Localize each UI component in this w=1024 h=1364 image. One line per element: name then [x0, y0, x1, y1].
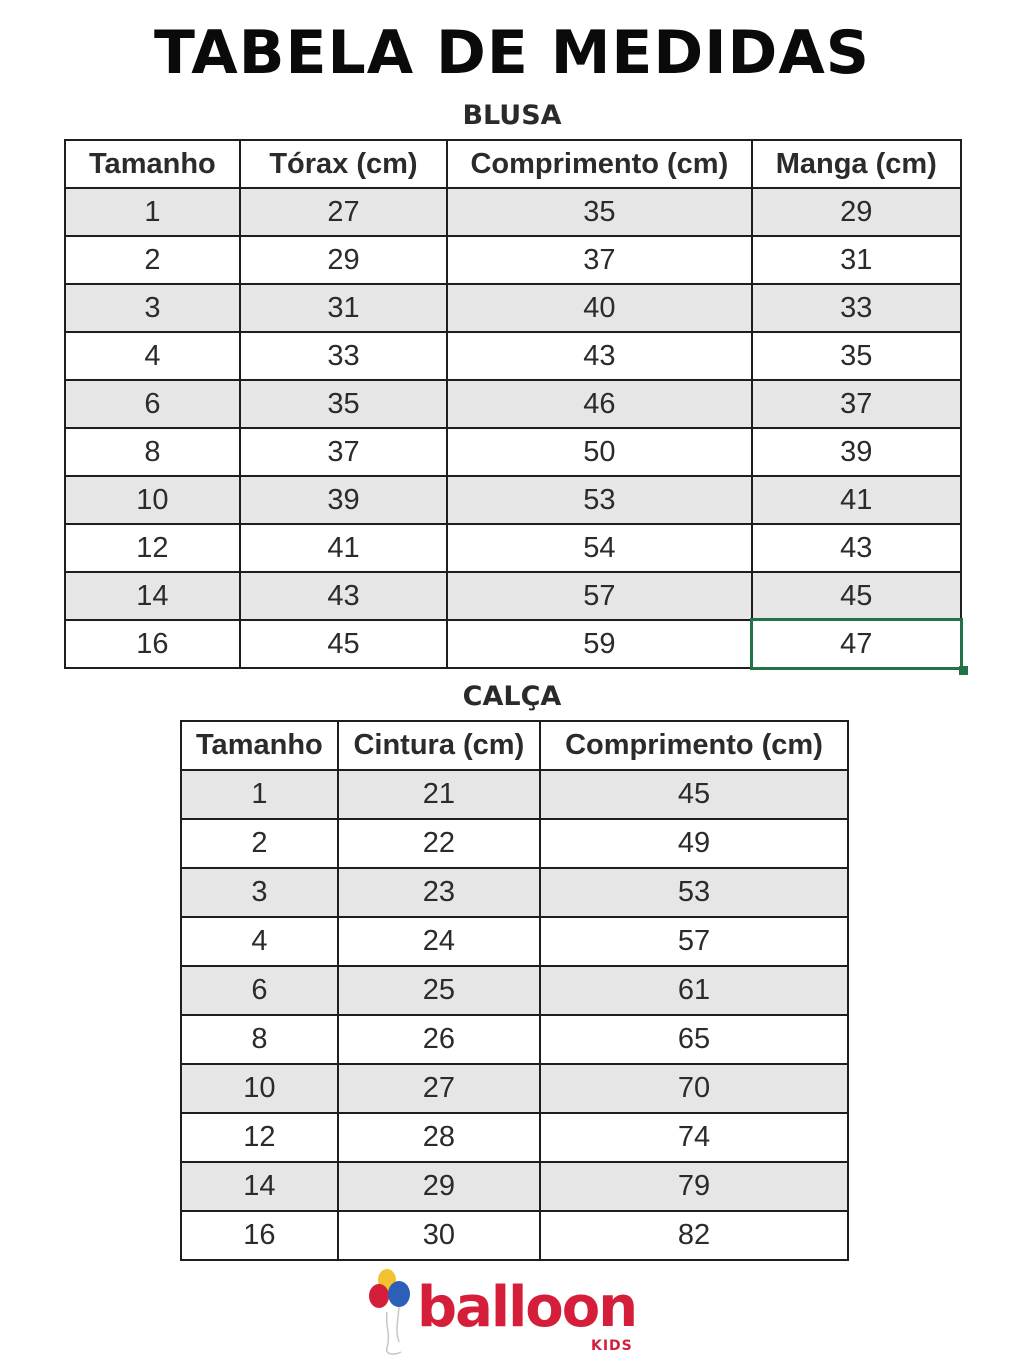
table-row — [65, 620, 961, 668]
table-header-row — [181, 721, 848, 770]
cell-torax[interactable]: 29 — [240, 236, 447, 284]
cell-torax[interactable]: 41 — [240, 524, 447, 572]
cell-comprimento[interactable]: 40 — [447, 284, 751, 332]
cell-comprimento[interactable]: 50 — [447, 428, 751, 476]
table-row — [65, 524, 961, 572]
cell-torax[interactable]: 39 — [240, 476, 447, 524]
table-row — [181, 966, 848, 1015]
logo-wordmark: balloon — [417, 1275, 637, 1340]
table-row — [65, 236, 961, 284]
table-row — [65, 476, 961, 524]
cell-comprimento[interactable]: 57 — [447, 572, 751, 620]
table-row — [65, 188, 961, 236]
cell-cintura[interactable]: 28 — [338, 1113, 540, 1162]
cell-comprimento[interactable]: 43 — [447, 332, 751, 380]
cell-cintura[interactable]: 25 — [338, 966, 540, 1015]
header-manga[interactable]: Manga (cm) — [752, 140, 961, 188]
header-torax[interactable]: Tórax (cm) — [240, 140, 447, 188]
page-title: TABELA DE MEDIDAS — [154, 18, 870, 88]
cell-tamanho[interactable]: 3 — [65, 284, 240, 332]
cell-cintura[interactable]: 22 — [338, 819, 540, 868]
cell-tamanho[interactable]: 2 — [65, 236, 240, 284]
cell-manga[interactable]: 37 — [752, 380, 961, 428]
blusa-size-table — [64, 139, 962, 669]
cell-torax[interactable]: 27 — [240, 188, 447, 236]
cell-cintura[interactable]: 21 — [338, 770, 540, 819]
table-row — [181, 1015, 848, 1064]
cell-manga[interactable]: 31 — [752, 236, 961, 284]
table-header-row — [65, 140, 961, 188]
cell-tamanho[interactable]: 4 — [181, 917, 338, 966]
cell-cintura[interactable]: 27 — [338, 1064, 540, 1113]
table-row — [65, 572, 961, 620]
cell-cintura[interactable]: 23 — [338, 868, 540, 917]
cell-comprimento[interactable]: 65 — [540, 1015, 848, 1064]
cell-tamanho[interactable]: 1 — [65, 188, 240, 236]
cell-manga[interactable]: 47 — [752, 620, 961, 668]
cell-comprimento[interactable]: 53 — [447, 476, 751, 524]
cell-comprimento[interactable]: 74 — [540, 1113, 848, 1162]
cell-comprimento[interactable]: 57 — [540, 917, 848, 966]
cell-tamanho[interactable]: 14 — [181, 1162, 338, 1211]
cell-tamanho[interactable]: 1 — [181, 770, 338, 819]
cell-tamanho[interactable]: 2 — [181, 819, 338, 868]
cell-comprimento[interactable]: 79 — [540, 1162, 848, 1211]
calca-section-label: CALÇA — [462, 681, 562, 712]
table-row — [65, 380, 961, 428]
blusa-section-label: BLUSA — [462, 100, 562, 131]
balloon-kids-logo — [365, 1268, 645, 1358]
cell-tamanho[interactable]: 8 — [65, 428, 240, 476]
table-row — [65, 428, 961, 476]
cell-tamanho[interactable]: 3 — [181, 868, 338, 917]
cell-tamanho[interactable]: 6 — [181, 966, 338, 1015]
cell-manga[interactable]: 41 — [752, 476, 961, 524]
table-row — [181, 819, 848, 868]
cell-comprimento[interactable]: 45 — [540, 770, 848, 819]
cell-tamanho[interactable]: 12 — [181, 1113, 338, 1162]
cell-tamanho[interactable]: 4 — [65, 332, 240, 380]
calca-size-table — [180, 720, 849, 1261]
cell-tamanho[interactable]: 10 — [181, 1064, 338, 1113]
cell-tamanho[interactable]: 14 — [65, 572, 240, 620]
cell-tamanho[interactable]: 16 — [65, 620, 240, 668]
table-row — [181, 770, 848, 819]
header-comprimento[interactable]: Comprimento (cm) — [540, 721, 848, 770]
table-row — [181, 1211, 848, 1260]
cell-comprimento[interactable]: 82 — [540, 1211, 848, 1260]
table-row — [181, 1162, 848, 1211]
cell-manga[interactable]: 45 — [752, 572, 961, 620]
cell-tamanho[interactable]: 12 — [65, 524, 240, 572]
table-row — [181, 917, 848, 966]
cell-comprimento[interactable]: 49 — [540, 819, 848, 868]
cell-manga[interactable]: 33 — [752, 284, 961, 332]
cell-comprimento[interactable]: 35 — [447, 188, 751, 236]
cell-cintura[interactable]: 29 — [338, 1162, 540, 1211]
cell-tamanho[interactable]: 8 — [181, 1015, 338, 1064]
cell-torax[interactable]: 31 — [240, 284, 447, 332]
cell-cintura[interactable]: 26 — [338, 1015, 540, 1064]
cell-torax[interactable]: 35 — [240, 380, 447, 428]
cell-tamanho[interactable]: 16 — [181, 1211, 338, 1260]
cell-torax[interactable]: 37 — [240, 428, 447, 476]
cell-tamanho[interactable]: 6 — [65, 380, 240, 428]
cell-torax[interactable]: 33 — [240, 332, 447, 380]
cell-comprimento[interactable]: 37 — [447, 236, 751, 284]
table-row — [65, 332, 961, 380]
balloons-icon — [365, 1268, 425, 1358]
header-tamanho[interactable]: Tamanho — [65, 140, 240, 188]
table-row — [65, 284, 961, 332]
table-row — [181, 1113, 848, 1162]
header-cintura[interactable]: Cintura (cm) — [338, 721, 540, 770]
cell-comprimento[interactable]: 70 — [540, 1064, 848, 1113]
cell-manga[interactable]: 43 — [752, 524, 961, 572]
cell-cintura[interactable]: 24 — [338, 917, 540, 966]
logo-kids-text: KIDS — [591, 1338, 633, 1354]
cell-cintura[interactable]: 30 — [338, 1211, 540, 1260]
cell-comprimento[interactable]: 46 — [447, 380, 751, 428]
cell-manga[interactable]: 35 — [752, 332, 961, 380]
table-row — [181, 868, 848, 917]
cell-comprimento[interactable]: 53 — [540, 868, 848, 917]
cell-torax[interactable]: 45 — [240, 620, 447, 668]
cell-comprimento[interactable]: 54 — [447, 524, 751, 572]
header-tamanho[interactable]: Tamanho — [181, 721, 338, 770]
table-row — [181, 1064, 848, 1113]
cell-torax[interactable]: 43 — [240, 572, 447, 620]
header-comprimento[interactable]: Comprimento (cm) — [447, 140, 751, 188]
cell-comprimento[interactable]: 59 — [447, 620, 751, 668]
cell-manga[interactable]: 39 — [752, 428, 961, 476]
cell-comprimento[interactable]: 61 — [540, 966, 848, 1015]
cell-manga[interactable]: 29 — [752, 188, 961, 236]
cell-tamanho[interactable]: 10 — [65, 476, 240, 524]
